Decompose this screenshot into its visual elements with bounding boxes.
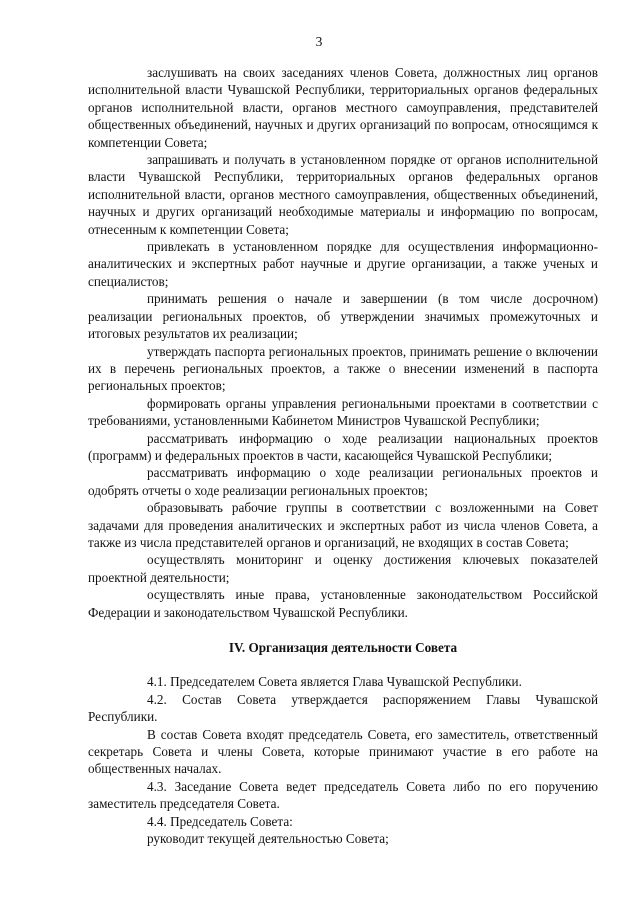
paragraph: 4.2. Состав Совета утверждается распоряжением Главы Чувашской Республики. bbox=[88, 691, 598, 725]
paragraph: привлекать в установленном порядке для осуществления информационно-аналитических и экспертных работ научные и другие организации, а также ученых и специалистов; bbox=[88, 239, 598, 289]
section-heading: IV. Организация деятельности Совета bbox=[228, 640, 458, 655]
paragraph: 4.4. Председатель Совета: bbox=[147, 813, 293, 829]
page-number: 3 bbox=[315, 34, 323, 49]
paragraph: утверждать паспорта региональных проектов, принимать решение о включении их в перечень региональных проектов, а также о внесении изменений в паспорта региональных проектов; bbox=[88, 343, 598, 394]
paragraph: запрашивать и получать в установленном порядке от органов исполнительной власти Чувашской Республики, территориальных органов федеральных органов исполнительной власти, органов местного самоуправления, общественных объединений, научных и других организаций необходимые материалы и информацию по вопросам, отнесенным к компетенции Совета; bbox=[88, 152, 598, 237]
organization-section bbox=[88, 673, 598, 847]
paragraph: 4.1. Председателем Совета является Глава Чувашской Республики. bbox=[147, 674, 522, 690]
paragraph: принимать решения о начале и завершении (в том числе досрочном) реализации региональных проектов, об утверждении значимых промежуточных и итоговых результатов их реализации; bbox=[88, 291, 598, 342]
paragraph: 4.3. Заседание Совета ведет председатель Совета либо по его поручению заместитель председателя Совета. bbox=[88, 778, 598, 812]
paragraph: рассматривать информацию о ходе реализации национальных проектов (программ) и федеральных проектов в части, касающейся Чувашской Республики; bbox=[88, 430, 598, 463]
paragraph: формировать органы управления региональными проектами в соответствии с требованиями, установленными Кабинетом Министров Чувашской Республики; bbox=[88, 395, 598, 429]
paragraph: осуществлять иные права, установленные законодательством Российской Федерации и законодательством Чувашской Республики. bbox=[88, 587, 598, 620]
paragraph: В состав Совета входят председатель Совета, его заместитель, ответственный секретарь Совета и члены Совета, которые принимают участие в его работе на общественных началах. bbox=[88, 726, 598, 777]
rights-list bbox=[88, 64, 598, 621]
paragraph: заслушивать на своих заседаниях членов Совета, должностных лиц органов исполнительной власти Чувашской Республики, территориальных органов федеральных органов исполнительной власти, органов местного самоуправления, представителей общественных объединений, научных и других организаций по вопросам, относящимся к компетенции Совета; bbox=[88, 65, 598, 150]
paragraph: руководит текущей деятельностью Совета; bbox=[147, 831, 389, 847]
paragraph: образовывать рабочие группы в соответствии с возложенными на Совет задачами для проведения аналитических и экспертных работ из числа членов Совета, а также из числа представителей органов и организаций, не входящих в состав Совета; bbox=[88, 500, 598, 550]
paragraph: рассматривать информацию о ходе реализации региональных проектов и одобрять отчеты о ходе реализации региональных проектов; bbox=[88, 465, 598, 498]
paragraph: осуществлять мониторинг и оценку достижения ключевых показателей проектной деятельности; bbox=[88, 552, 598, 585]
